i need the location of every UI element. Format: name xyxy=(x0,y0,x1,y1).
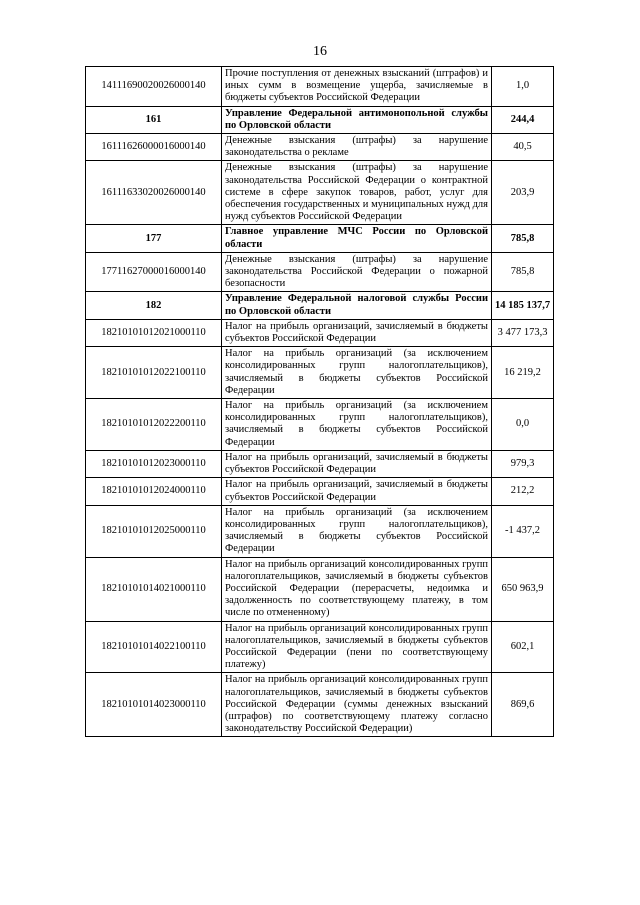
revenue-name-cell: Налог на прибыль организаций, зачисляемый в бюджеты субъектов Российской Федерации xyxy=(222,319,492,346)
table-row xyxy=(86,673,554,737)
amount-cell: 3 477 173,3 xyxy=(492,319,554,346)
table-row xyxy=(86,161,554,225)
amount-cell: -1 437,2 xyxy=(492,505,554,557)
amount-cell: 244,4 xyxy=(492,106,554,133)
revenue-name-cell: Денежные взыскания (штрафы) за нарушение законодательства о рекламе xyxy=(222,134,492,161)
revenue-table xyxy=(85,66,554,737)
budget-code-cell: 161 xyxy=(86,106,222,133)
page-number: 16 xyxy=(313,44,327,59)
amount-cell: 40,5 xyxy=(492,134,554,161)
revenue-name-cell: Налог на прибыль организаций, зачисляемый в бюджеты субъектов Российской Федерации xyxy=(222,478,492,505)
revenue-name-cell: Налог на прибыль организаций (за исключением консолидированных групп налогоплательщиков), зачисляемый в бюджеты субъектов Российской Федерации xyxy=(222,399,492,451)
revenue-name-cell: Налог на прибыль организаций, зачисляемый в бюджеты субъектов Российской Федерации xyxy=(222,450,492,477)
budget-code-cell: 18210101012022200110 xyxy=(86,399,222,451)
amount-cell: 979,3 xyxy=(492,450,554,477)
table-section-row xyxy=(86,225,554,252)
budget-code-cell: 18210101012022100110 xyxy=(86,347,222,399)
revenue-name-cell: Прочие поступления от денежных взысканий (штрафов) и иных сумм в возмещение ущерба, зачисляемые в бюджеты субъектов Российской Федерации xyxy=(222,67,492,107)
budget-code-cell: 16111633020026000140 xyxy=(86,161,222,225)
budget-code-cell: 18210101012024000110 xyxy=(86,478,222,505)
table-row xyxy=(86,478,554,505)
budget-code-cell: 14111690020026000140 xyxy=(86,67,222,107)
table-row xyxy=(86,67,554,107)
table-row xyxy=(86,252,554,292)
amount-cell: 785,8 xyxy=(492,252,554,292)
table-row xyxy=(86,347,554,399)
amount-cell: 1,0 xyxy=(492,67,554,107)
revenue-name-cell: Управление Федеральной налоговой службы России по Орловской области xyxy=(222,292,492,319)
amount-cell: 203,9 xyxy=(492,161,554,225)
revenue-name-cell: Налог на прибыль организаций консолидированных групп налогоплательщиков, зачисляемый в бюджеты субъектов Российской Федерации (пени по соответствующему платежу) xyxy=(222,621,492,673)
revenue-name-cell: Налог на прибыль организаций консолидированных групп налогоплательщиков, зачисляемый в бюджеты субъектов Российской Федерации (суммы денежных взысканий (штрафов) по соответствующему платежу согласно законодательству Российской Федерации) xyxy=(222,673,492,737)
amount-cell: 0,0 xyxy=(492,399,554,451)
amount-cell: 14 185 137,7 xyxy=(492,292,554,319)
budget-code-cell: 17711627000016000140 xyxy=(86,252,222,292)
revenue-name-cell: Налог на прибыль организаций консолидированных групп налогоплательщиков, зачисляемый в бюджеты субъектов Российской Федерации (перерасчеты, недоимка и задолженность по соответствующему платежу, в том числе по отмененному) xyxy=(222,557,492,621)
table-row xyxy=(86,505,554,557)
budget-code-cell: 18210101012025000110 xyxy=(86,505,222,557)
table-row xyxy=(86,319,554,346)
revenue-name-cell: Налог на прибыль организаций (за исключением консолидированных групп налогоплательщиков), зачисляемый в бюджеты субъектов Российской Федерации xyxy=(222,347,492,399)
amount-cell: 650 963,9 xyxy=(492,557,554,621)
table-section-row xyxy=(86,292,554,319)
budget-code-cell: 18210101012023000110 xyxy=(86,450,222,477)
table-row xyxy=(86,450,554,477)
table-row xyxy=(86,621,554,673)
amount-cell: 16 219,2 xyxy=(492,347,554,399)
budget-code-cell: 182 xyxy=(86,292,222,319)
revenue-table-body xyxy=(86,67,554,737)
table-section-row xyxy=(86,106,554,133)
amount-cell: 602,1 xyxy=(492,621,554,673)
budget-code-cell: 18210101014022100110 xyxy=(86,621,222,673)
revenue-name-cell: Главное управление МЧС России по Орловской области xyxy=(222,225,492,252)
budget-code-cell: 177 xyxy=(86,225,222,252)
revenue-name-cell: Денежные взыскания (штрафы) за нарушение законодательства Российской Федерации о контрактной системе в сфере закупок товаров, работ, услуг для обеспечения государственных и муниципальных нужд для нужд субъектов Российской Федерации xyxy=(222,161,492,225)
amount-cell: 212,2 xyxy=(492,478,554,505)
table-row xyxy=(86,399,554,451)
revenue-name-cell: Налог на прибыль организаций (за исключением консолидированных групп налогоплательщиков), зачисляемый в бюджеты субъектов Российской Федерации xyxy=(222,505,492,557)
budget-code-cell: 16111626000016000140 xyxy=(86,134,222,161)
table-row xyxy=(86,134,554,161)
amount-cell: 785,8 xyxy=(492,225,554,252)
table-row xyxy=(86,557,554,621)
amount-cell: 869,6 xyxy=(492,673,554,737)
budget-code-cell: 18210101014023000110 xyxy=(86,673,222,737)
revenue-name-cell: Управление Федеральной антимонопольной службы по Орловской области xyxy=(222,106,492,133)
budget-code-cell: 18210101012021000110 xyxy=(86,319,222,346)
budget-code-cell: 18210101014021000110 xyxy=(86,557,222,621)
revenue-name-cell: Денежные взыскания (штрафы) за нарушение законодательства Российской Федерации о пожарной безопасности xyxy=(222,252,492,292)
